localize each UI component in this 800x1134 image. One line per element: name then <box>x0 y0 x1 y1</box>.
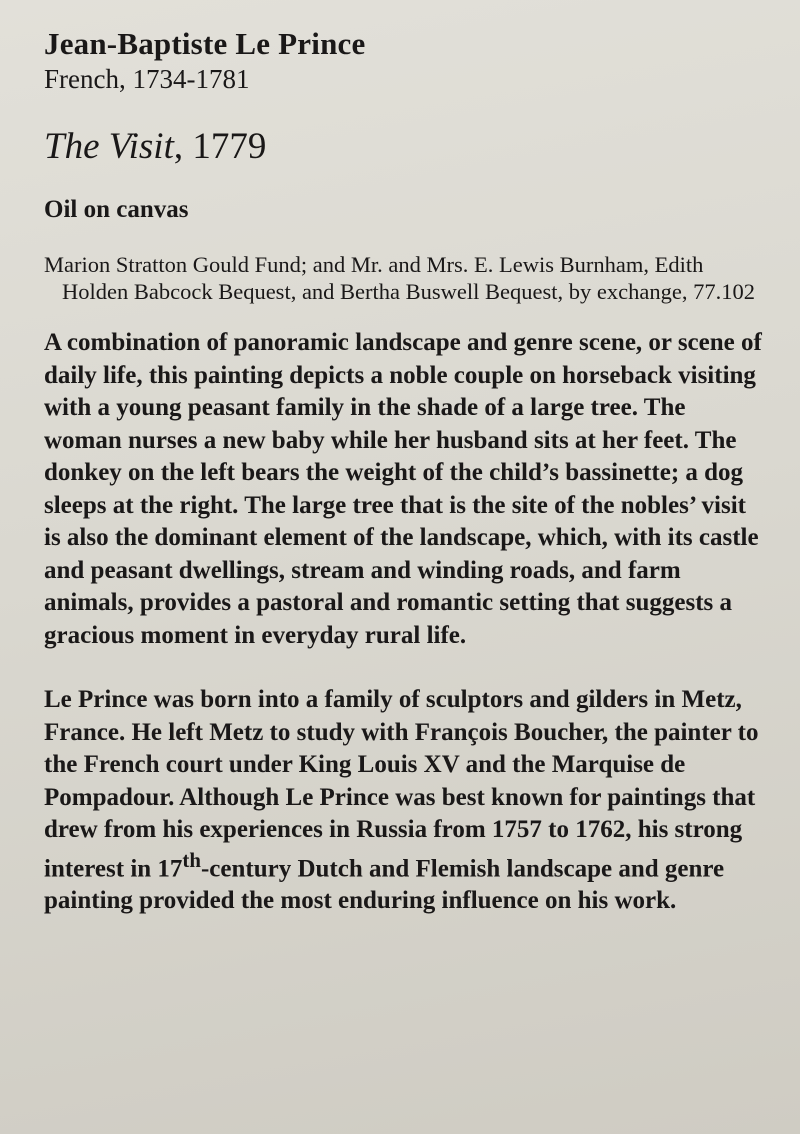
ordinal-superscript: th <box>182 847 201 872</box>
artwork-medium: Oil on canvas <box>44 196 189 224</box>
credit-line: Marion Stratton Gould Fund; and Mr. and Mrs. E. Lewis Burnham, Edith Holden Babcock Bequest, and Bertha Buswell Bequest, by exchange, 77.102 <box>44 252 755 305</box>
paragraph-2-text-a: Le Prince was born into a family of sculptors and gilders in Metz, France. He left Metz to study with François Boucher, the painter to the French court under King Louis XV and the Marquise de Pompadour. Although Le Prince was best known for paintings that drew from his experiences in Russia from 1757 to 1762, his strong interest in 17 <box>44 686 759 882</box>
artwork-title-line <box>44 125 764 169</box>
artwork-year: , 1779 <box>173 125 267 167</box>
artist-nationality-dates: French, 1734-1781 <box>44 63 250 94</box>
artist-name: Jean-Baptiste Le Prince <box>44 26 366 61</box>
museum-wall-label <box>44 26 764 918</box>
description-paragraph-2 <box>44 684 764 918</box>
paragraph-2-text-b: -century Dutch and Flemish landscape and genre painting provided the most enduring influence on his work. <box>44 854 725 915</box>
artwork-title: The Visit <box>44 125 174 167</box>
description-paragraph-1: A combination of panoramic landscape and genre scene, or scene of daily life, this painting depicts a noble couple on horseback visiting with a young peasant family in the shade of a large tree. The woman nurses a new baby while her husband sits at her feet. The donkey on the left bears the weight of the child’s bassinette; a dog sleeps at the right. The large tree that is the site of the nobles’ visit is also the dominant element of the landscape, which, with its castle and peasant dwellings, stream and winding roads, and farm animals, provides a pastoral and romantic setting that suggests a gracious moment in everyday rural life. <box>44 329 762 649</box>
